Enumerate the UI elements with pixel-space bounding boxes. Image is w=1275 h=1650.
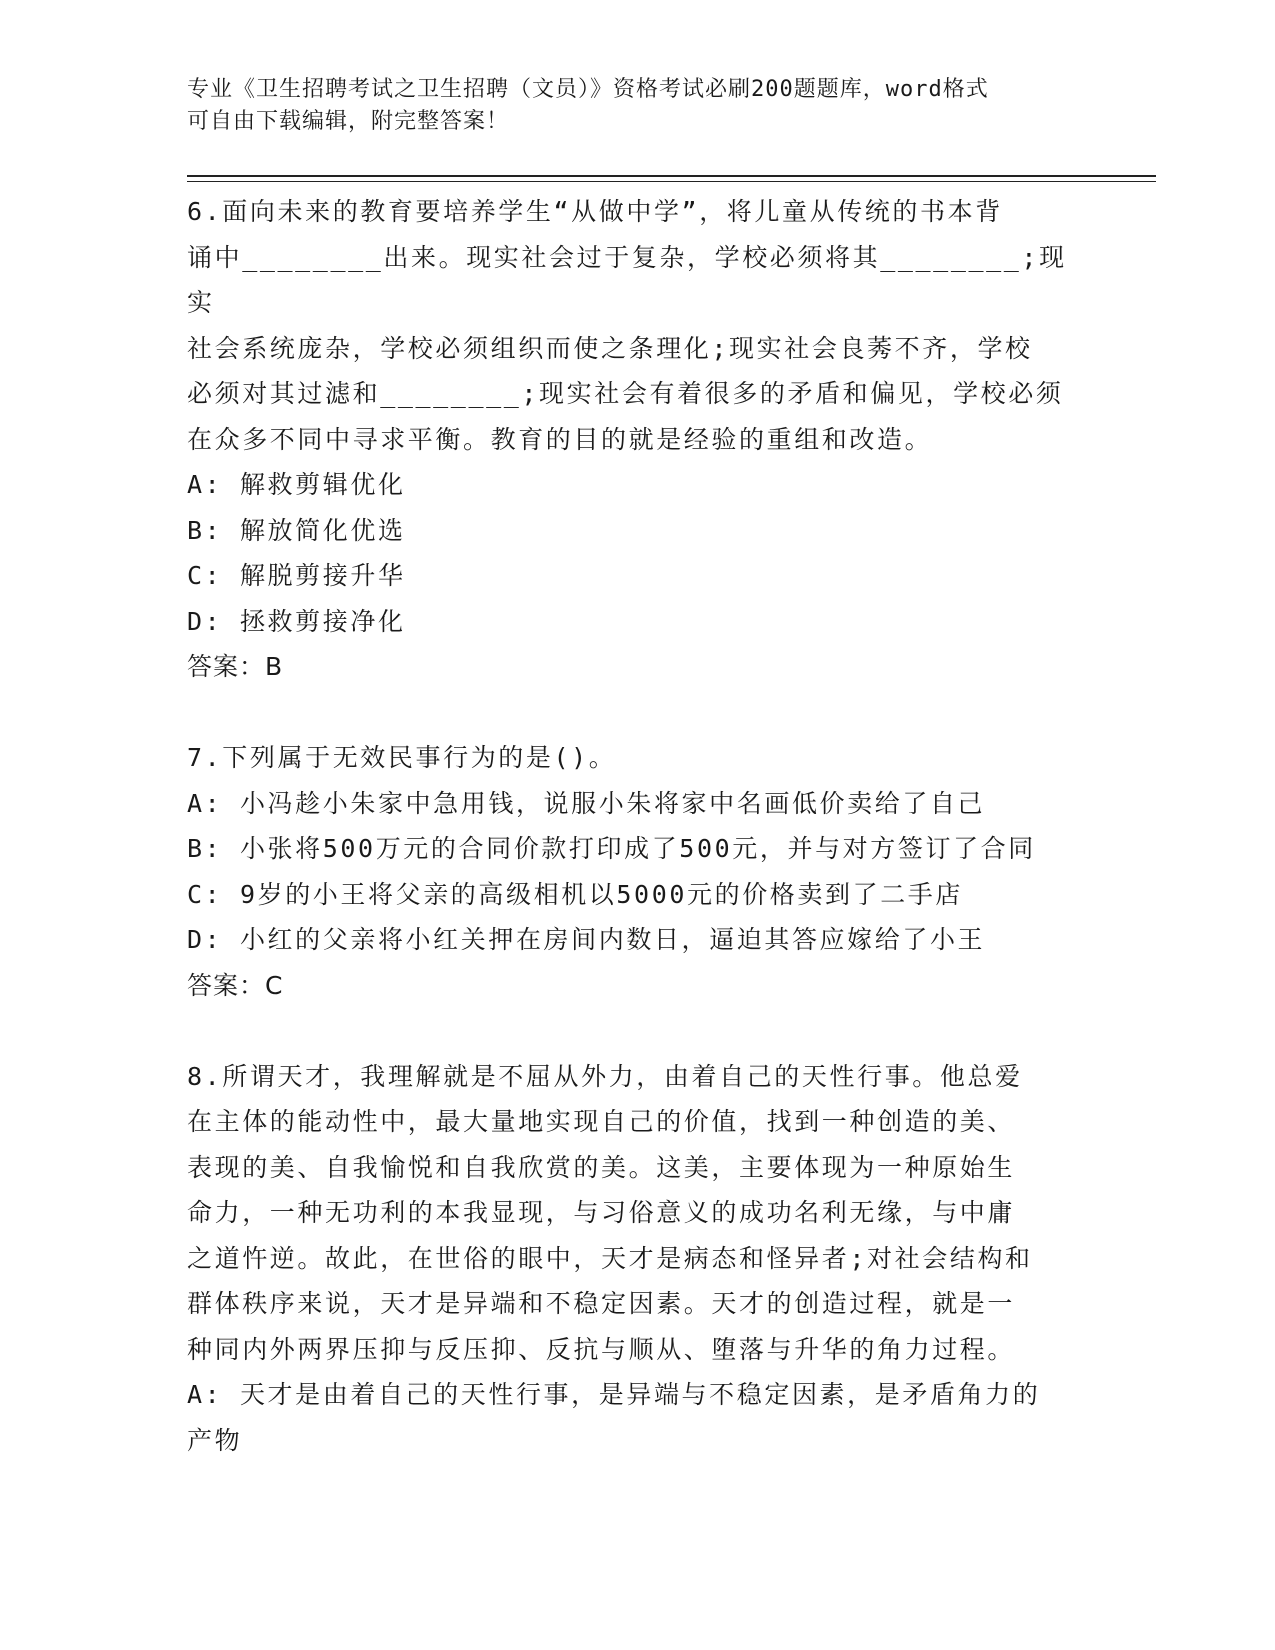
header-rule-thick [187, 175, 1156, 177]
option-b: B: 解放简化优选 [187, 515, 406, 545]
question-stem-line: 表现的美、自我愉悦和自我欣赏的美。这美，主要体现为一种原始生 [187, 1152, 1016, 1182]
question-stem-line: 群体秩序来说，天才是异端和不稳定因素。天才的创造过程，就是一 [187, 1289, 1016, 1318]
header-line-2: 可自由下载编辑，附完整答案！ [187, 109, 510, 134]
option-d: D: 小红的父亲将小红关押在房间内数日，逼迫其答应嫁给了小王 [187, 925, 986, 954]
question-stem-line: 6.面向未来的教育要培养学生“从做中学”，将儿童从传统的书本背 [187, 197, 1003, 226]
question-stem-line: 命力，一种无功利的本我显现，与习俗意义的成功名利无缘，与中庸 [187, 1198, 1016, 1227]
question-stem-line: 诵中________出来。现实社会过于复杂，学校必须将其________;现实 [187, 242, 1067, 317]
question-list [187, 189, 1077, 1463]
question-stem-line: 社会系统庞杂，学校必须组织而使之条理化;现实社会良莠不齐，学校 [187, 333, 1033, 363]
option-a: A: 解救剪辑优化 [187, 470, 406, 499]
answer-line: 答案：C [187, 970, 284, 1000]
option-a-continuation: 产物 [187, 1425, 243, 1455]
spacer [187, 1008, 1077, 1054]
question-7 [187, 735, 1077, 1008]
option-c: C: 解脱剪接升华 [187, 561, 406, 590]
spacer [187, 690, 1077, 736]
question-stem-line: 在众多不同中寻求平衡。教育的目的就是经验的重组和改造。 [187, 424, 933, 454]
option-a: A: 天才是由着自己的天性行事，是异端与不稳定因素，是矛盾角力的 [187, 1380, 1041, 1409]
question-stem-line: 8.所谓天才，我理解就是不屈从外力，由着自己的天性行事。他总爱 [187, 1061, 1023, 1091]
question-stem-line: 必须对其过滤和________;现实社会有着很多的矛盾和偏见，学校必须 [187, 379, 1064, 408]
question-stem-line: 7.下列属于无效民事行为的是()。 [187, 743, 617, 772]
answer-line: 答案：B [187, 652, 284, 681]
option-b: B: 小张将500万元的合同价款打印成了500元，并与对方签订了合同 [187, 834, 1036, 863]
option-a: A: 小冯趁小朱家中急用钱，说服小朱将家中名画低价卖给了自己 [187, 788, 986, 818]
document-header [187, 74, 1067, 138]
option-c: C: 9岁的小王将父亲的高级相机以5000元的价格卖到了二手店 [187, 879, 964, 909]
question-stem-line: 之道忤逆。故此，在世俗的眼中，天才是病态和怪异者;对社会结构和 [187, 1243, 1033, 1273]
question-stem-line: 在主体的能动性中，最大量地实现自己的价值，找到一种创造的美、 [187, 1107, 1016, 1136]
question-stem-line: 种同内外两界压抑与反压抑、反抗与顺从、堕落与升华的角力过程。 [187, 1334, 1016, 1364]
question-6 [187, 189, 1077, 690]
option-d: D: 拯救剪接净化 [187, 606, 406, 636]
question-8 [187, 1054, 1077, 1464]
header-rule-thin [187, 181, 1156, 182]
header-line-1: 专业《卫生招聘考试之卫生招聘（文员）》资格考试必刷200题题库，word格式 [187, 77, 989, 102]
